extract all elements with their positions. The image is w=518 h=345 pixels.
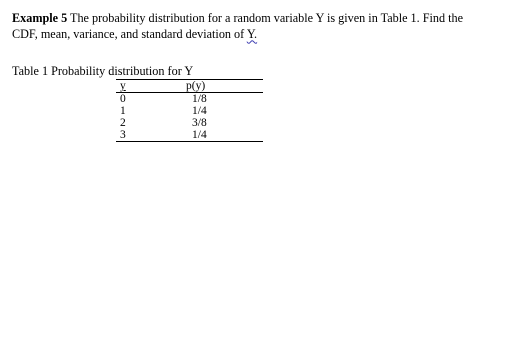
example-paragraph — [12, 11, 510, 42]
cell-p: 1/4 — [192, 105, 207, 117]
probability-table — [116, 79, 263, 142]
grammar-flag-squiggle: Y. — [246, 26, 258, 41]
cell-y: 1 — [120, 105, 126, 117]
cell-y: 3 — [116, 129, 166, 142]
example-line-2 — [12, 27, 510, 43]
table-row — [116, 105, 263, 117]
cell-y: 0 — [120, 93, 126, 105]
cell-p: 1/4 — [166, 129, 263, 142]
cell-p: 1/8 — [192, 93, 207, 105]
example-label: Example 5 — [12, 11, 68, 25]
column-header-p: p(y) — [166, 80, 263, 93]
table-row — [116, 129, 263, 142]
example-text-line-2: CDF, mean, variance, and standard deviation of — [12, 26, 247, 41]
column-header-y: y — [116, 80, 166, 93]
example-line-1 — [12, 11, 510, 27]
cell-y: 2 — [120, 117, 126, 129]
cell-p: 3/8 — [192, 117, 207, 129]
example-text-line-1: The probability distribution for a random variable Y is given in Table 1. Find the — [67, 11, 464, 25]
table-row — [116, 117, 263, 129]
table-row — [116, 93, 263, 106]
table-header-row — [116, 80, 263, 93]
table-caption: Table 1 Probability distribution for Y — [12, 64, 194, 78]
